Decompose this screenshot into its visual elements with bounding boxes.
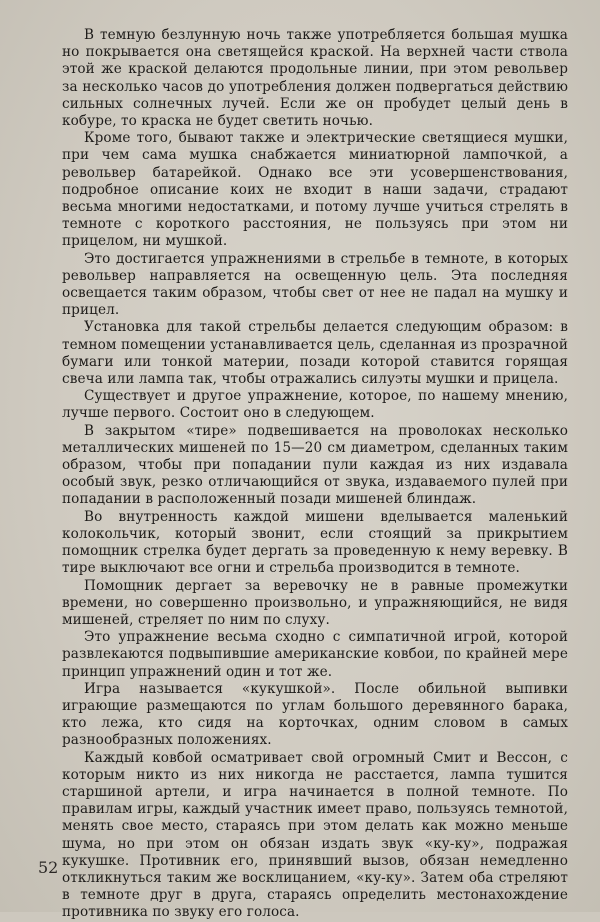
- paragraph-7: Во внутренность каждой мишени вделывается маленький колокольчик, который звонит, если стоящий за прикрытием помощник стрелка будет дергать за проведенную к нему веревку. В тире выключают все огни и стрельба производится в темноте.: [62, 508, 568, 577]
- paragraph-11: Каждый ковбой осматривает свой огромный Смит и Вессон, с которым никто из них никогда не расстается, лампа тушится старшиной артели, и игра начинается в полной темноте. По правилам игры, каждый участник имеет право, пользуясь темнотой, менять свое место, стараясь при этом делать как можно меньше шума, но при этом он обязан издать звук «ку-ку», подражая кукушке. Противник его, принявший вызов, обязан немедленно откликнуться таким же восклицанием, «ку-ку». Затем оба стреляют в темноте друг в друга, стараясь определить местонахождение противника по звуку его голоса.: [62, 749, 568, 921]
- paragraph-2: Кроме того, бывают также и электрические светящиеся мушки, при чем сама мушка снабжается миниатюрной лампочкой, а револьвер батарейкой. Однако все эти усовершенствования, подробное описание коих не входит в наши задачи, страдают весьма многими недостатками, и потому лучше учиться стрелять в темноте с короткого расстояния, не пользуясь при этом ни прицелом, ни мушкой.: [62, 130, 568, 250]
- paragraph-1: В темную безлунную ночь также употребляется большая мушка но покрывается она светящейся краской. На верхней части ствола этой же краской делаются продольные линии, при этом револьвер за несколько часов до употребления должен подвергаться действию сильных солнечных лучей. Если же он пробудет целый день в кобуре, то краска не будет светить ночью.: [62, 27, 568, 130]
- paragraph-8: Помощник дергает за веревочку не в равные промежутки времени, но совершенно произвольно, и упражняющийся, не видя мишеней, стреляет по ним по слуху.: [62, 577, 568, 628]
- paragraph-9: Это упражнение весьма сходно с симпатичной игрой, которой развлекаются подвыпившие американские ковбои, по крайней мере принцип упражнений один и тот же.: [62, 629, 568, 680]
- page-number: 52: [38, 858, 59, 877]
- paragraph-6: В закрытом «тире» подвешивается на проволоках несколько металлических мишеней по 15—20 см диаметром, сделанных таким образом, чтобы при попадании пули каждая из них издавала особый звук, резко отличающийся от звука, издаваемого пулей при попадании в расположенный позади мишеней блиндаж.: [62, 422, 568, 508]
- body-text: [62, 27, 568, 922]
- paragraph-10: Игра называется «кукушкой». После обильной выпивки играющие размещаются по углам большого деревянного барака, кто лежа, кто сидя на корточках, одним словом в самых разнообразных положениях.: [62, 680, 568, 749]
- paragraph-3: Это достигается упражнениями в стрельбе в темноте, в которых револьвер направляется на освещенную цель. Эта последняя освещается таким образом, чтобы свет от нее не падал на мушку и прицел.: [62, 250, 568, 319]
- paragraph-4: Установка для такой стрельбы делается следующим образом: в темном помещении устанавливается цель, сделанная из прозрачной бумаги или тонкой материи, позади которой ставится горящая свеча или лампа так, чтобы отражались силуэты мушки и прицела.: [62, 319, 568, 388]
- paragraph-5: Существует и другое упражнение, которое, по нашему мнению, лучше первого. Состоит оно в следующем.: [62, 388, 568, 422]
